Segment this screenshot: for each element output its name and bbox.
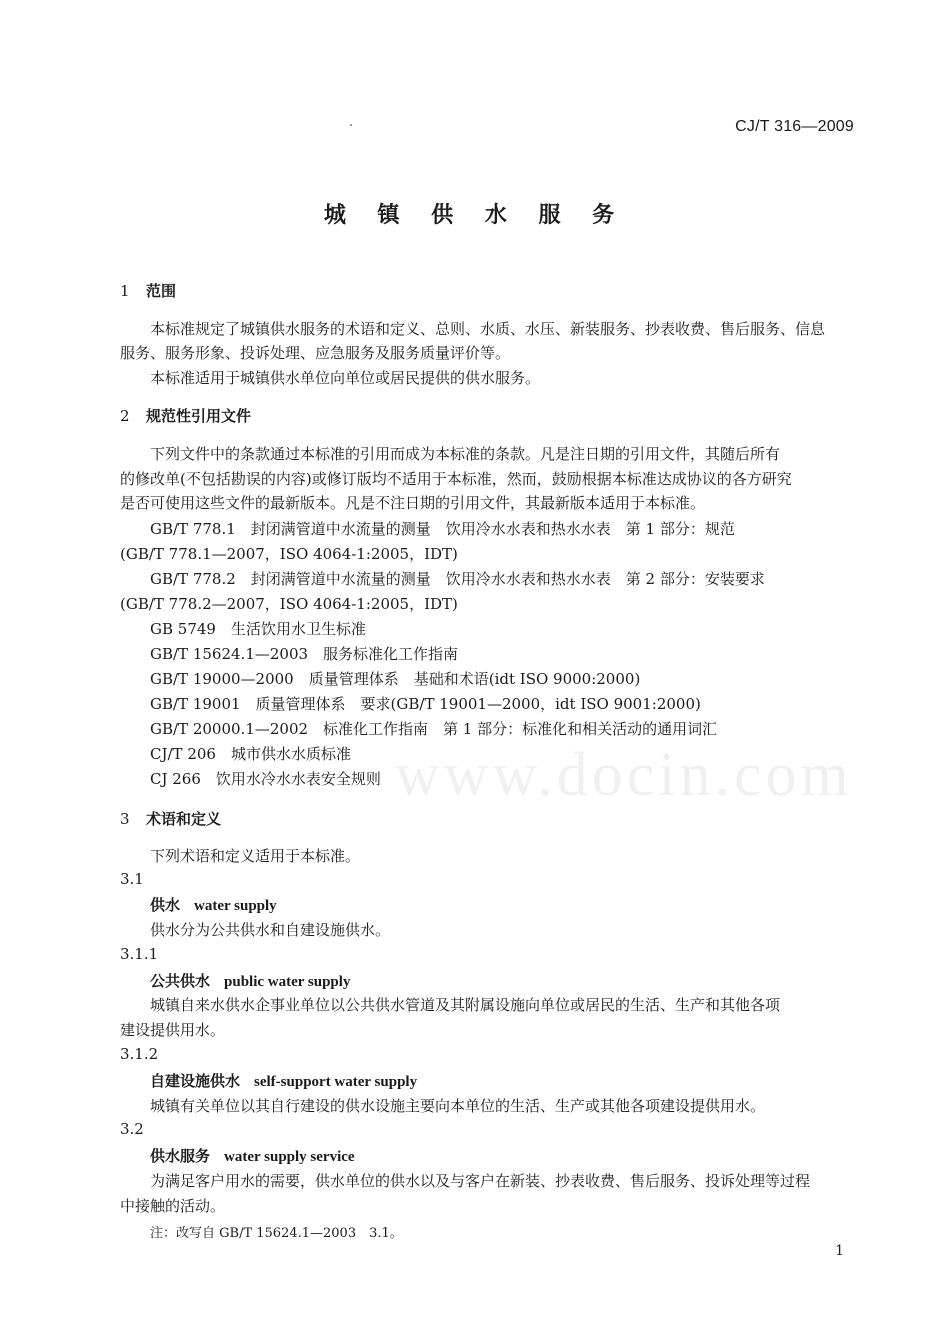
- reference-item: GB/T 19000—2000 质量管理体系 基础和术语(idt ISO 9000:2000): [150, 670, 641, 688]
- section-title: 术语和定义: [146, 810, 222, 828]
- term-number: 3.1.1: [120, 945, 159, 963]
- reference-item: CJ/T 206 城市供水水质标准: [150, 745, 351, 763]
- reference-item: GB/T 19001 质量管理体系 要求(GB/T 19001—2000，idt ISO 9001:2000): [150, 695, 701, 713]
- term-zh: 供水服务: [150, 1147, 211, 1165]
- term-definition: 供水分为公共供水和自建设施供水。: [150, 921, 391, 939]
- reference-item-cont: (GB/T 778.2—2007，ISO 4064-1:2005，IDT): [120, 595, 458, 613]
- section-2-heading: [120, 405, 251, 426]
- paragraph-line: 本标准适用于城镇供水单位向单位或居民提供的供水服务。: [150, 369, 541, 387]
- term-en: water supply service: [224, 1149, 355, 1165]
- paragraph-line: 服务、服务形象、投诉处理、应急服务及服务质量评价等。: [120, 344, 511, 362]
- reference-item: CJ 266 饮用水冷水水表安全规则: [150, 770, 381, 788]
- term-en: water supply: [194, 898, 277, 914]
- paragraph-line: 是否可使用这些文件的最新版本。凡是不注日期的引用文件，其最新版本适用于本标准。: [120, 494, 706, 512]
- reference-item: GB/T 778.2 封闭满管道中水流量的测量 饮用冷水水表和热水水表 第 2 部分：安装要求: [150, 570, 765, 588]
- term-zh: 供水: [150, 896, 181, 914]
- paragraph-line: 本标准规定了城镇供水服务的术语和定义、总则、水质、水压、新装服务、抄表收费、售后服务、信息: [150, 320, 826, 338]
- term-definition: 城镇有关单位以其自行建设的供水设施主要向本单位的生活、生产或其他各项建设提供用水。: [150, 1097, 766, 1115]
- document-title: 城 镇 供 水 服 务: [323, 202, 627, 228]
- reference-item: GB/T 15624.1—2003 服务标准化工作指南: [150, 645, 459, 663]
- section-1-heading: [120, 280, 176, 301]
- term-zh: 公共供水: [150, 972, 211, 990]
- term-number: 3.1: [120, 870, 144, 888]
- page-number: 1: [835, 1243, 844, 1259]
- term-heading: [150, 1070, 417, 1091]
- watermark-text: www.docin.com: [395, 741, 853, 809]
- section-number: 1: [120, 282, 130, 300]
- section-title: 规范性引用文件: [146, 407, 252, 425]
- term-definition: 为满足客户用水的需要，供水单位的供水以及与客户在新装、抄表收费、售后服务、投诉处理等过程: [150, 1172, 811, 1190]
- term-definition: 中接触的活动。: [120, 1197, 226, 1215]
- standard-number: CJ/T 316—2009: [735, 118, 854, 135]
- paragraph-line: 的修改单(不包括勘误的内容)或修订版均不适用于本标准，然而，鼓励根据本标准达成协议的各方研究: [120, 470, 792, 488]
- term-heading: [150, 894, 277, 915]
- term-note: 注：改写自 GB/T 15624.1—2003 3.1。: [150, 1226, 403, 1241]
- term-definition: 城镇自来水供水企事业单位以公共供水管道及其附属设施向单位或居民的生活、生产和其他各项: [150, 996, 781, 1014]
- term-zh: 自建设施供水: [150, 1072, 241, 1090]
- term-number: 3.1.2: [120, 1045, 159, 1063]
- section-number: 2: [120, 407, 130, 425]
- term-heading: [150, 1145, 355, 1166]
- term-heading: [150, 970, 350, 991]
- reference-item: GB/T 20000.1—2002 标准化工作指南 第 1 部分：标准化和相关活动的通用词汇: [150, 720, 718, 738]
- reference-item: GB 5749 生活饮用水卫生标准: [150, 620, 366, 638]
- reference-item: GB/T 778.1 封闭满管道中水流量的测量 饮用冷水水表和热水水表 第 1 部分：规范: [150, 520, 735, 538]
- section-title: 范围: [146, 282, 177, 300]
- term-definition: 建设提供用水。: [120, 1021, 226, 1039]
- scan-speck: [350, 124, 352, 126]
- paragraph-line: 下列文件中的条款通过本标准的引用而成为本标准的条款。凡是注日期的引用文件，其随后所有: [150, 445, 781, 463]
- term-number: 3.2: [120, 1120, 144, 1138]
- reference-item-cont: (GB/T 778.1—2007，ISO 4064-1:2005，IDT): [120, 545, 458, 563]
- term-en: self-support water supply: [254, 1074, 418, 1090]
- section-3-heading: [120, 808, 221, 829]
- term-en: public water supply: [224, 974, 351, 990]
- paragraph-line: 下列术语和定义适用于本标准。: [150, 847, 361, 865]
- section-number: 3: [120, 810, 130, 828]
